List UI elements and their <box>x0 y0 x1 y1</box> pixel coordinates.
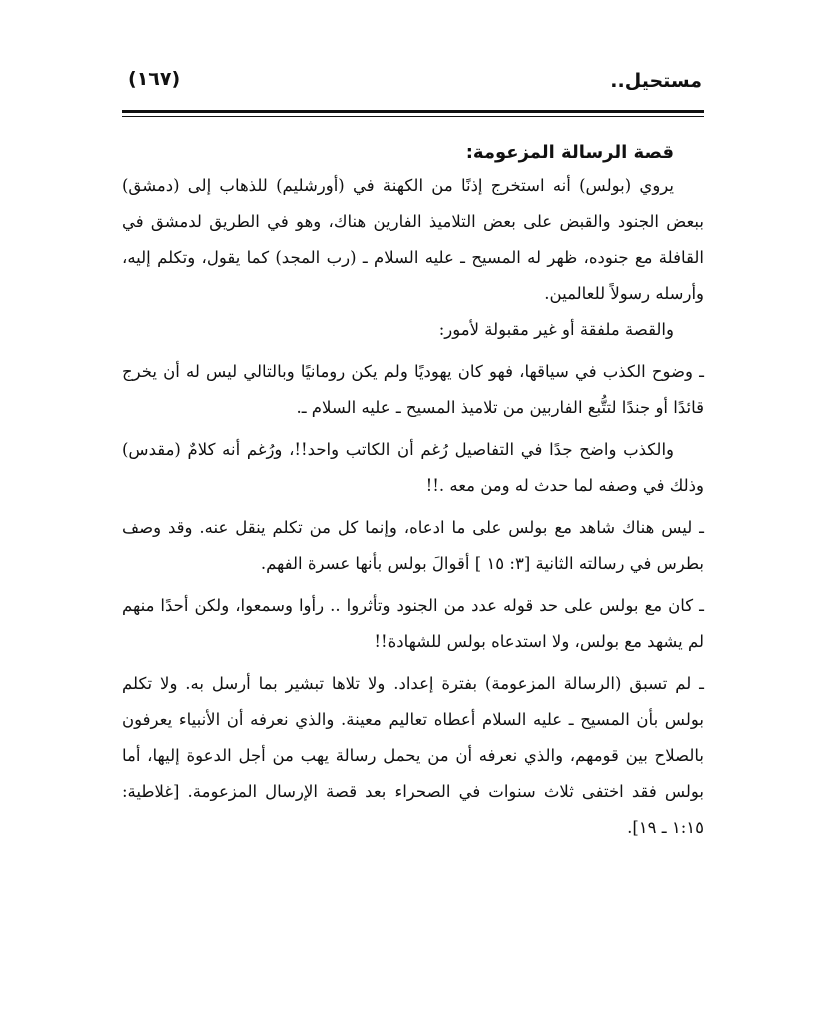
paragraph-reason-3: ـ كان مع بولس على حد قوله عدد من الجنود وتأثروا .. رأوا وسمعوا، ولكن أحدًا منهم لم يشهد مع بولس، ولا استدعاه بولس للشهادة!! <box>122 596 704 651</box>
section-title: قصة الرسالة المزعومة: <box>465 142 674 163</box>
page-body <box>122 138 704 846</box>
header-rule-thin <box>122 116 704 117</box>
paragraph-reason-4: ـ لم تسبق (الرسالة المزعومة) بفترة إعداد. ولا تلاها تبشير بما أرسل به. ولا تكلم بولس بأن المسيح ـ عليه السلام أعطاه تعاليم معينة. والذي نعرفه أن الأنبياء يعرفون بالصلاح بين قومهم، والذي نعرفه أن من يحمل رسالة يهب من أجل الدعوة إليها، أما بولس فقد اختفى ثلاث سنوات في الصحراء بعد قصة الإرسال المزعومة. [غلاطية: ١:١٥ ـ ١٩]. <box>122 674 704 837</box>
running-title: مستحيل.. <box>610 70 702 92</box>
page-header <box>122 58 704 110</box>
paragraph-intro-reasons: والقصة ملفقة أو غير مقبولة لأمور: <box>438 320 674 339</box>
paragraph-reason-2: ـ ليس هناك شاهد مع بولس على ما ادعاه، وإنما كل من تكلم ينقل عنه. وقد وصف بطرس في رسالته الثانية [٣: ١٥ ] أقوالَ بولس بأنها عسرة الفهم. <box>122 518 704 573</box>
page-number: (١٦٧) <box>128 68 181 90</box>
paragraph-contradiction: والكذب واضح جدًا في التفاصيل رُغم أن الكاتب واحد!!، ورُغم أنه كلامٌ (مقدس) وذلك في وصفه لما حدث له ومن معه .!! <box>122 440 704 495</box>
paragraph-story: يروي (بولس) أنه استخرج إذنًا من الكهنة في (أورشليم) للذهاب إلى (دمشق) ببعض الجنود والقبض على بعض التلاميذ الفارين هناك، وهو في الطريق لدمشق في القافلة مع جنوده، ظهر له المسيح ـ عليه السلام ـ (رب المجد) كما يقول، وتكلم إليه، وأرسله رسولاً للعالمين. <box>122 176 704 303</box>
paragraph-reason-1: ـ وضوح الكذب في سياقها، فهو كان يهوديًا ولم يكن رومانيًا وبالتالي ليس له أن يخرج قائدًا أو جندًا لتتُّبع الفاربين من تلاميذ المسيح ـ عليه السلام ـ. <box>122 362 704 417</box>
header-rule-thick <box>122 110 704 113</box>
book-page <box>122 58 704 958</box>
